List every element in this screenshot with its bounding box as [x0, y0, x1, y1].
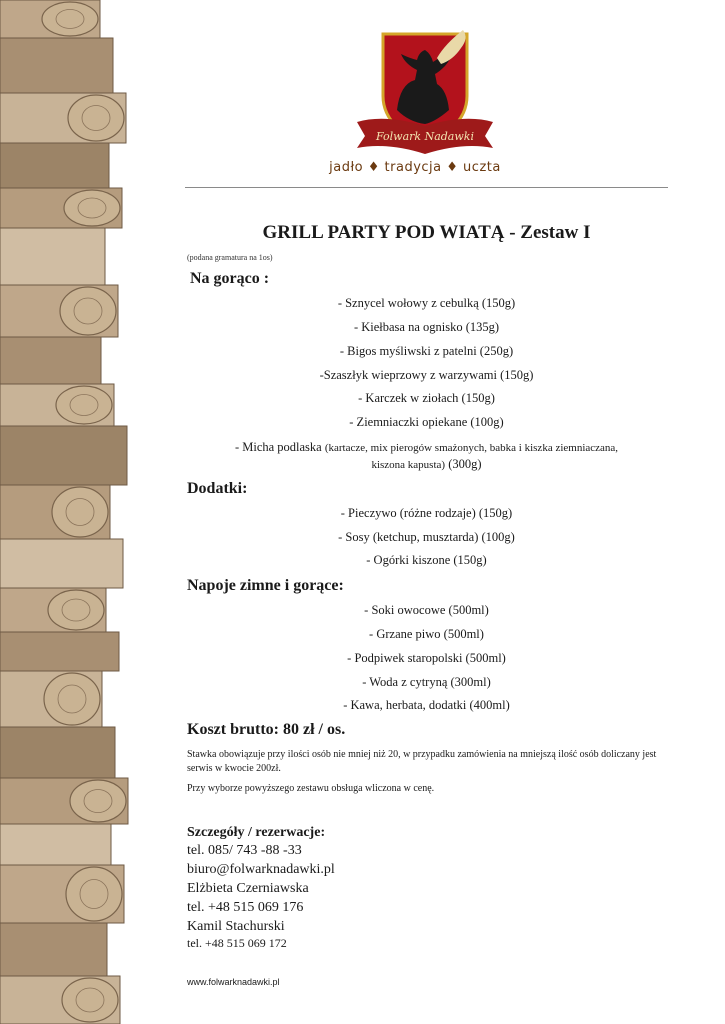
contact-phone-1: tel. +48 515 069 176: [187, 900, 304, 915]
micha-detail: (kartacze, mix pierogów smażonych, babka i kiszka ziemniaczana,: [324, 442, 619, 454]
menu-item: - Soki owocowe (500ml): [364, 603, 489, 617]
menu-item-micha: [185, 440, 668, 455]
menu-item: - Podpiwek staropolski (500ml): [347, 651, 506, 665]
page-title: GRILL PARTY POD WIATĄ - Zestaw I: [262, 222, 591, 243]
contact-phone-2: tel. +48 515 069 172: [187, 936, 287, 950]
menu-item: - Ogórki kiszone (150g): [366, 553, 487, 567]
footer-url: www.folwarknadawki.pl: [187, 977, 280, 987]
menu-item: - Pieczywo (różne rodzaje) (150g): [340, 506, 513, 520]
menu-item: - Woda z cytryną (300ml): [362, 675, 491, 689]
tagline: jadło ♦ tradycja ♦ uczta: [329, 160, 501, 175]
section-extras-heading: Dodatki:: [187, 480, 248, 497]
micha-weight: (300g): [448, 457, 482, 471]
logo-brand-name: Folwark Nadawki: [376, 130, 474, 143]
section-hot-heading: Na gorąco :: [190, 270, 270, 287]
service-note: Przy wyborze powyższego zestawu obsługa wliczona w cenę.: [187, 783, 435, 794]
menu-item: -Szaszłyk wieprzowy z warzywami (150g): [319, 368, 534, 382]
contact-email: biuro@folwarknadawki.pl: [187, 862, 335, 877]
folwark-nadawki-logo: [345, 14, 505, 164]
contact-person-1: Elżbieta Czerniawska: [187, 881, 309, 896]
portion-note: (podana gramatura na 1os): [187, 253, 273, 262]
contact-person-2: Kamil Stachurski: [187, 919, 285, 934]
menu-item: - Kiełbasa na ognisko (135g): [353, 320, 500, 334]
wood-log-border: [0, 0, 135, 1024]
menu-item: - Bigos myśliwski z patelni (250g): [339, 344, 514, 358]
menu-item: - Ziemniaczki opiekane (100g): [349, 415, 504, 429]
section-drinks-heading: Napoje zimne i gorące:: [187, 577, 344, 594]
contact-phone: tel. 085/ 743 -88 -33: [187, 843, 302, 858]
menu-item: - Sosy (ketchup, musztarda) (100g): [338, 530, 515, 544]
divider: [185, 187, 668, 188]
micha-name: - Micha podlaska: [234, 440, 322, 454]
contact-heading: Szczegóły / rezerwacje:: [187, 825, 326, 840]
price: Koszt brutto: 80 zł / os.: [187, 721, 346, 738]
menu-item: - Grzane piwo (500ml): [369, 627, 484, 641]
terms-note: Stawka obowiązuje przy ilości osób nie mniej niż 20, w przypadku zamówienia na mniejszą ilość osób doliczany jest serwis w kwocie 200zł.: [187, 749, 657, 774]
micha-detail2: kiszona kapusta): [371, 459, 446, 471]
menu-item-micha-line2: [185, 457, 668, 472]
menu-item: - Sznycel wołowy z cebulką (150g): [337, 296, 516, 310]
menu-item: - Karczek w ziołach (150g): [358, 391, 495, 405]
menu-item: - Kawa, herbata, dodatki (400ml): [343, 698, 510, 712]
